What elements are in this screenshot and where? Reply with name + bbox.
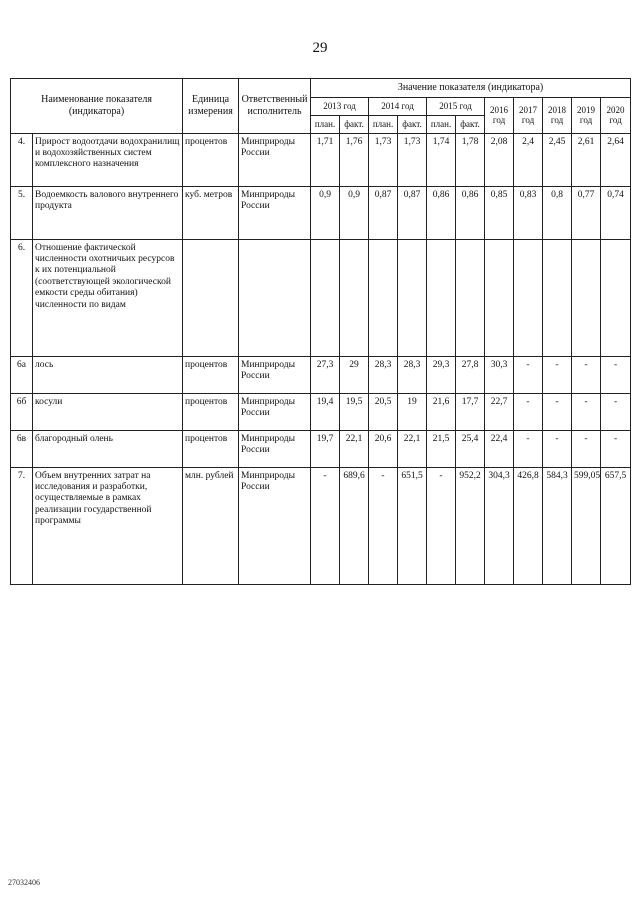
- table-row: [11, 356, 631, 393]
- value-cell: -: [543, 356, 572, 393]
- header-year-2020: 2020 год: [601, 98, 631, 134]
- indicators-table-container: [10, 78, 630, 585]
- value-cell: 0,83: [514, 186, 543, 239]
- value-cell: 22,7: [485, 393, 514, 430]
- value-cell: 21,6: [427, 393, 456, 430]
- value-cell: 0,86: [456, 186, 485, 239]
- value-cell: [543, 239, 572, 356]
- value-cell: 1,78: [456, 133, 485, 186]
- header-executor: Ответственный исполнитель: [239, 79, 311, 134]
- value-cell: 0,86: [427, 186, 456, 239]
- value-cell: [485, 239, 514, 356]
- indicator-name: Объем внутренних затрат на исследования и разработки, осуществляемые в рамках реализации государственной программы: [33, 467, 183, 584]
- header-2014-fact: факт.: [398, 115, 427, 133]
- value-cell: 426,8: [514, 467, 543, 584]
- value-cell: 584,3: [543, 467, 572, 584]
- value-cell: 689,6: [340, 467, 369, 584]
- header-year-2013: 2013 год: [311, 98, 369, 116]
- unit-cell: [183, 239, 239, 356]
- value-cell: 657,5: [601, 467, 631, 584]
- row-number: 7.: [11, 467, 33, 584]
- value-cell: 1,73: [398, 133, 427, 186]
- row-number: 6б: [11, 393, 33, 430]
- unit-cell: млн. рублей: [183, 467, 239, 584]
- header-year-2018: 2018 год: [543, 98, 572, 134]
- unit-cell: процентов: [183, 430, 239, 467]
- value-cell: [311, 239, 340, 356]
- unit-cell: процентов: [183, 133, 239, 186]
- value-cell: 0,74: [601, 186, 631, 239]
- value-cell: -: [514, 356, 543, 393]
- value-cell: -: [543, 393, 572, 430]
- executor-cell: Минприроды России: [239, 356, 311, 393]
- value-cell: 29,3: [427, 356, 456, 393]
- value-cell: -: [514, 393, 543, 430]
- value-cell: 21,5: [427, 430, 456, 467]
- value-cell: 20,5: [369, 393, 398, 430]
- value-cell: -: [601, 356, 631, 393]
- unit-cell: куб. метров: [183, 186, 239, 239]
- value-cell: 25,4: [456, 430, 485, 467]
- value-cell: 19: [398, 393, 427, 430]
- executor-cell: Минприроды России: [239, 186, 311, 239]
- value-cell: [456, 239, 485, 356]
- value-cell: -: [427, 467, 456, 584]
- executor-cell: Минприроды России: [239, 133, 311, 186]
- value-cell: 952,2: [456, 467, 485, 584]
- value-cell: [340, 239, 369, 356]
- value-cell: 0,8: [543, 186, 572, 239]
- value-cell: 651,5: [398, 467, 427, 584]
- row-number: 5.: [11, 186, 33, 239]
- value-cell: -: [311, 467, 340, 584]
- indicator-name: лось: [33, 356, 183, 393]
- table-row: [11, 393, 631, 430]
- value-cell: -: [572, 430, 601, 467]
- value-cell: 27,8: [456, 356, 485, 393]
- executor-cell: [239, 239, 311, 356]
- value-cell: 19,7: [311, 430, 340, 467]
- table-row: [11, 133, 631, 186]
- value-cell: 1,76: [340, 133, 369, 186]
- value-cell: 17,7: [456, 393, 485, 430]
- value-cell: 22,4: [485, 430, 514, 467]
- header-year-2016: 2016 год: [485, 98, 514, 134]
- value-cell: 22,1: [340, 430, 369, 467]
- header-year-2014: 2014 год: [369, 98, 427, 116]
- value-cell: [514, 239, 543, 356]
- header-values: Значение показателя (индикатора): [311, 79, 631, 98]
- header-2015-fact: факт.: [456, 115, 485, 133]
- header-year-2015: 2015 год: [427, 98, 485, 116]
- value-cell: 28,3: [369, 356, 398, 393]
- row-number: 6а: [11, 356, 33, 393]
- executor-cell: Минприроды России: [239, 393, 311, 430]
- value-cell: -: [601, 430, 631, 467]
- value-cell: [398, 239, 427, 356]
- value-cell: [427, 239, 456, 356]
- indicator-name: Прирост водоотдачи водохранилищ и водохозяйственных систем комплексного назначения: [33, 133, 183, 186]
- value-cell: -: [514, 430, 543, 467]
- value-cell: 19,4: [311, 393, 340, 430]
- value-cell: -: [572, 356, 601, 393]
- value-cell: 20,6: [369, 430, 398, 467]
- value-cell: 2,64: [601, 133, 631, 186]
- value-cell: 0,85: [485, 186, 514, 239]
- header-2013-fact: факт.: [340, 115, 369, 133]
- unit-cell: процентов: [183, 393, 239, 430]
- header-year-2019: 2019 год: [572, 98, 601, 134]
- header-2013-plan: план.: [311, 115, 340, 133]
- value-cell: 0,9: [311, 186, 340, 239]
- header-2015-plan: план.: [427, 115, 456, 133]
- value-cell: 1,74: [427, 133, 456, 186]
- value-cell: 28,3: [398, 356, 427, 393]
- value-cell: 1,73: [369, 133, 398, 186]
- row-number: 6в: [11, 430, 33, 467]
- document-id: 27032406: [8, 878, 40, 887]
- header-unit: Единица измерения: [183, 79, 239, 134]
- value-cell: 30,3: [485, 356, 514, 393]
- executor-cell: Минприроды России: [239, 430, 311, 467]
- value-cell: 19,5: [340, 393, 369, 430]
- indicator-name: Отношение фактической численности охотничьих ресурсов к их потенциальной (соответствующей экологической емкости среды обитания) численности по видам: [33, 239, 183, 356]
- indicators-table: [10, 78, 631, 585]
- value-cell: 2,45: [543, 133, 572, 186]
- value-cell: 0,87: [369, 186, 398, 239]
- table-row: [11, 186, 631, 239]
- table-row: [11, 239, 631, 356]
- value-cell: -: [572, 393, 601, 430]
- value-cell: [572, 239, 601, 356]
- row-number: 6.: [11, 239, 33, 356]
- value-cell: 2,61: [572, 133, 601, 186]
- value-cell: 0,9: [340, 186, 369, 239]
- indicator-name: благородный олень: [33, 430, 183, 467]
- value-cell: -: [543, 430, 572, 467]
- header-2014-plan: план.: [369, 115, 398, 133]
- value-cell: -: [369, 467, 398, 584]
- table-row: [11, 467, 631, 584]
- value-cell: 29: [340, 356, 369, 393]
- value-cell: -: [601, 393, 631, 430]
- value-cell: 22,1: [398, 430, 427, 467]
- table-row: [11, 430, 631, 467]
- value-cell: 599,05: [572, 467, 601, 584]
- header-year-2017: 2017 год: [514, 98, 543, 134]
- row-number: 4.: [11, 133, 33, 186]
- indicator-name: косули: [33, 393, 183, 430]
- unit-cell: процентов: [183, 356, 239, 393]
- header-name: Наименование показателя (индикатора): [11, 79, 183, 134]
- value-cell: 0,87: [398, 186, 427, 239]
- executor-cell: Минприроды России: [239, 467, 311, 584]
- value-cell: 2,08: [485, 133, 514, 186]
- indicator-name: Водоемкость валового внутреннего продукта: [33, 186, 183, 239]
- value-cell: 27,3: [311, 356, 340, 393]
- value-cell: 304,3: [485, 467, 514, 584]
- value-cell: 2,4: [514, 133, 543, 186]
- page-number: 29: [312, 40, 328, 56]
- value-cell: 0,77: [572, 186, 601, 239]
- value-cell: 1,71: [311, 133, 340, 186]
- value-cell: [601, 239, 631, 356]
- value-cell: [369, 239, 398, 356]
